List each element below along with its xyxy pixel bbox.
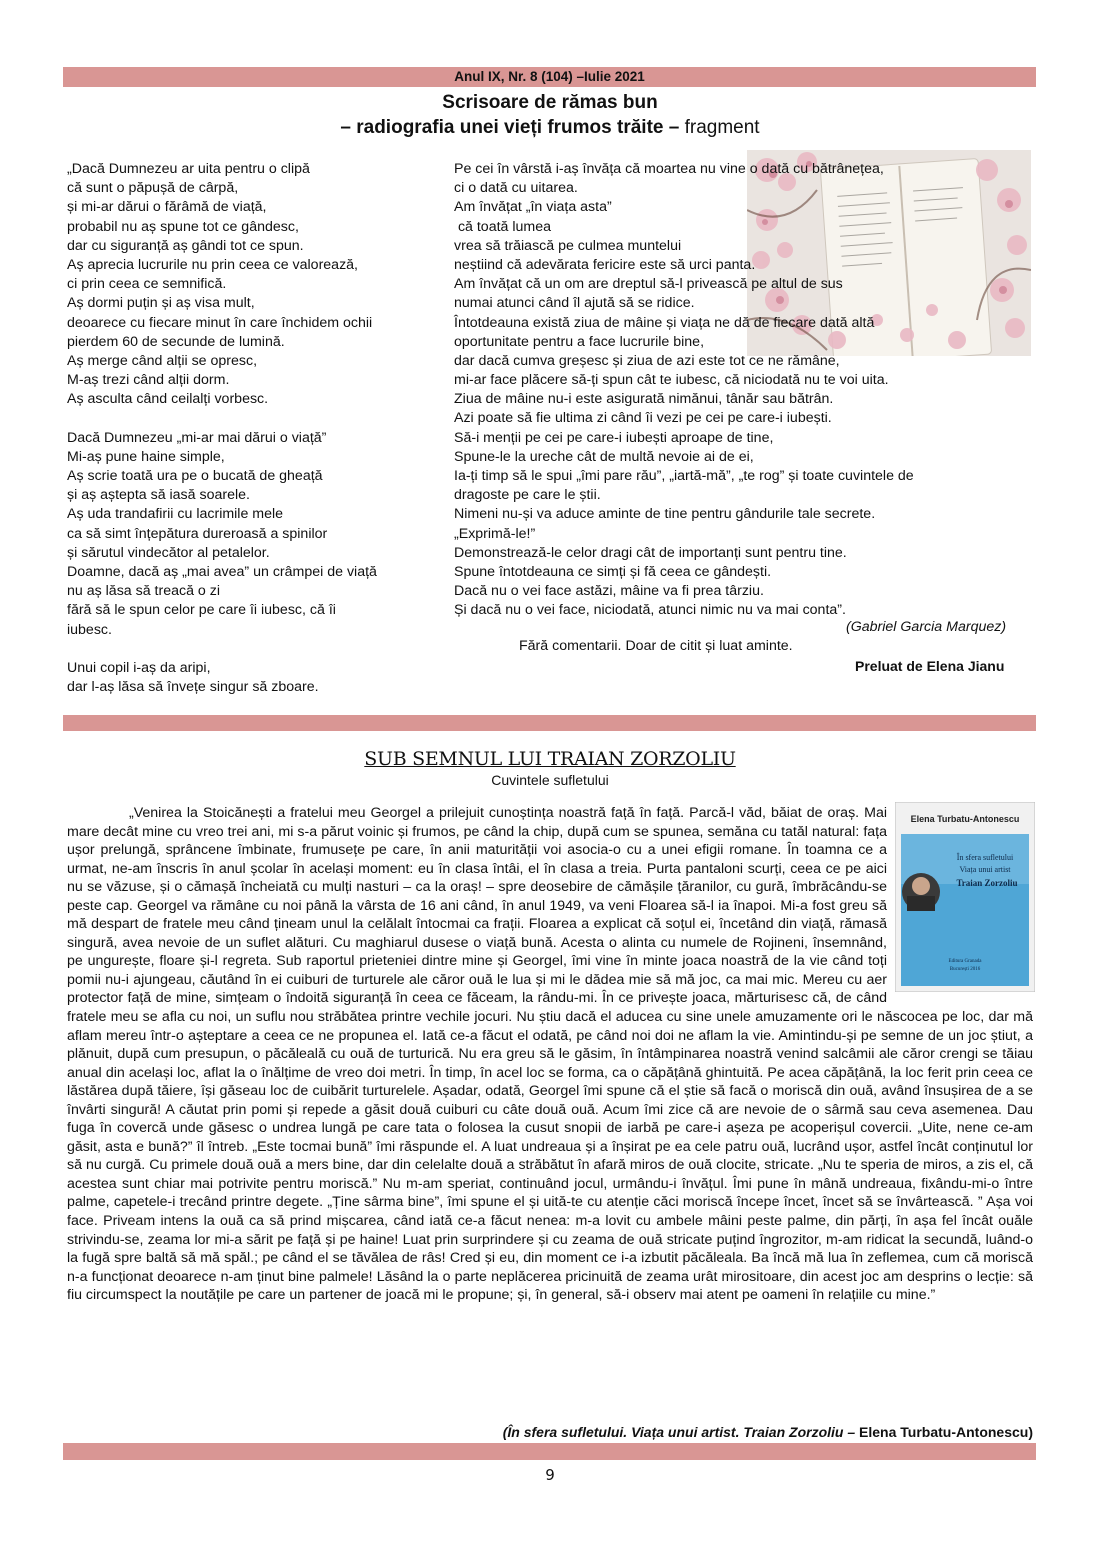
- poem-right-column: [454, 160, 914, 621]
- poem-line: Nimeni nu-și va aduce aminte de tine pentru gândurile tale secrete.: [454, 506, 876, 523]
- poem-line: Pe cei în vârstă i-aș învăța că moartea nu vine o dată cu bătrânețea,: [454, 161, 884, 177]
- poem-line: „Exprimă-le!”: [454, 525, 536, 542]
- poem-line: Am învățat „în viața asta”: [454, 199, 612, 216]
- poem-line: Unui copil i-aș da aripi,: [67, 659, 211, 676]
- section-title: SUB SEMNUL LUI TRAIAN ZORZOLIU: [364, 748, 736, 770]
- poem-line: Întotdeauna există ziua de mâine și viața ne dă de fiecare dată altă: [454, 314, 875, 331]
- poem-line: ci prin ceea ce semnifică.: [67, 276, 227, 293]
- poem-line: ca să simt înțepătura dureroasă a spinilor: [67, 525, 328, 542]
- poem-line: Doamne, dacă aș „mai avea” un crâmpei de viață: [67, 563, 377, 580]
- poem-line: Aș aprecia lucrurile nu prin ceea ce valorează,: [67, 256, 358, 273]
- article-title: Scrisoare de rămas bun: [442, 92, 658, 113]
- poem-line: Și dacă nu o vei face, niciodată, atunci nimic nu va mai conta”.: [454, 602, 846, 619]
- poem-line: neștiind că adevărata fericire este să urci panta.: [454, 256, 756, 273]
- poem-line: Aș scrie toată ura pe o bucată de gheață: [67, 468, 323, 484]
- poem-line: ci o dată cu uitarea.: [454, 180, 578, 197]
- book-cover-line3: Traian Zorzoliu: [956, 878, 1018, 888]
- poem-line: dar l-aș lăsa să învețe singur să zboare.: [67, 679, 319, 696]
- poem-line: Aș uda trandafirii cu lacrimile mele: [67, 506, 284, 523]
- poem-line: și mi-ar dărui o fărâmă de viață,: [67, 199, 267, 216]
- poem-line: „Dacă Dumnezeu ar uita pentru o clipă: [67, 161, 310, 177]
- poem-line: probabil nu aș spune tot ce gândesc,: [67, 218, 299, 235]
- poem-line: Să-i menții pe cei pe care-i iubești aproape de tine,: [454, 429, 774, 446]
- memoir-source-author: Elena Turbatu-Antonescu): [855, 1424, 1033, 1440]
- issue-label: Anul IX, Nr. 8 (104) –Iulie 2021: [454, 69, 645, 84]
- memoir-text: [67, 804, 1033, 1305]
- article-subtitle-bold: – radiografia unei vieți frumos trăite –: [340, 117, 680, 138]
- poem-line: [67, 640, 377, 659]
- poem-line: Dacă Dumnezeu „mi-ar mai dărui o viață”: [67, 429, 327, 446]
- footer-band: [63, 1443, 1036, 1460]
- memoir-body: „Venirea la Stoicănești a fratelui meu Georgel a prilejuit cunoștința noastră față în față. Parcă-l văd, băiat de oraș. Mai mare decât mine cu vreo trei ani, mi s-a părut voinic și frumos, pe când la chip, după cum se spunea, semăna cu tatăl natural: fața ușor prelungă, sprâncene îmbinate, frumusețe pe care, în anii maturității voi asocia-o cu a unei efigii romane. În toamna ce a urmat, ne-am înscris în anul școlar în același moment: eu în clasa întâi, el în clasa a treia. Purta pantaloni scurți, ceea ce pe aici nu se văzuse, și o cămașă încheiată cu mulți nasturi – ca la oraș! – spre deosebire de cămășile țăranilor, cu gură, îmbrăcându-se peste cap. Georgel va rămâne cu noi până la vârsta de 16 ani când, în anul 1949, va veni Floarea să-l ia înapoi. Mi-a fost greu să mă despart de fratele meu când țineam unul la celălalt întocmai ca frații. Floarea a explicat că soțul ei, încetând din viață, rămasă singură, avea nevoie de un suflet alături. Cu maghiarul dusese o viață bună. Acesta o alinta cu numele de Rojineni, însemnând, pe ungurește, floare și-l regreta. Sub raportul prieteniei dintre mine și Georgel, îmi vine în minte joaca noastră de la vie când toți pomii nu-i ajungeau, căutând în ei cuiburi de turturele ale căror ouă le lua și mi le dădea mie să mă joc, ca mai mic. Mereu cu aer protector față de mine, simțeam o îndoită siguranță în ceea ce făceam, la rându-mi. În ce privește joaca, mărturisesc că, de când fratele meu se afla cu noi, un suflu nou străbătea printre vechile jocuri. Nu știu dacă el aducea cu sine unele amuzamente ori le născocea pe loc, dar mă aflam mereu într-o așteptare a ceea ce ne propunea el. Iată ce-a făcut el odată, pe când noi doi ne aflam la vie. Amintindu-și pe semne de un joc știut, a plănuit, după cum presupun, o păcăleală cu ouă de turturică. Nu era greu să le găsim, în întâmpinarea noastră venind salcâmii ale căror crengi se tăiau anual din același loc, aflat la o înălțime de vreo doi metri. În timp, în acel loc se forma, ca o căpățână ghintuită. Pe acea căpățână, la loc ferit prin ceea ce lăstărea după tăiere, își găseau loc de cuibărit turturelele. Așadar, odată, Georgel îmi spune că el știe să facă o moriscă din ouă, având însușirea de a se învârti singură! A căutat prin pomi și repede a găsit două cuiburi cu câte două ouă. Acum îmi zice că are nevoie de o sârmă sau ceva asemenea. Dau fuga în covercă unde găsesc o undrea lungă pe care tata o folosea la cusut snopii de iarbă pe care-i așeza pe acoperișul covercii. „Uite, nene ce-am găsit, asta e bună?” îl întreb. „Este tocmai bună” îmi răspunde el. A luat undreaua și a înșirat pe ea cele patru ouă, lucrând ușor, astfel încât conținutul lor să nu curgă. Cu primele două ouă a mers bine, dar din celelalte două a străbătut în afară miros de ouă clocite, stricate. „Nu te speria de miros, a zis el, că acestea sunt chiar mai potrivite pentru moriscă.” Nu m-am speriat, continuând jocul, urmându-i învățul. Îmi pune în mână undreaua, fixându-mi-o între palme, capetele-i trecând printre degete. „Ține sârma bine”, îmi spune el și uită-te cu atenție căci moriscă începe încet, încet să se învârtească. ” Așa voi face. Priveam intens la ouă ca să prind mișcarea, când iată ce-a făcut nenea: m-a lovit cu ambele mâini peste palme, din părți, în așa fel încât ouăle strivindu-se, zeama lor mi-a sărit pe față și pe haine! Luat prin surprindere și cu zeama de ouă stricate puțind îngrozitor, m-am ridicat la secundă, luând-o la fugă spre baltă să mă spăl.; pe când el se tăvălea de râs! Cred și eu, din moment ce i-a izbutit păcăleala. Ba încă mă lua în zeflemea, cum că moriscă n-a funcționat deoarece n-am ținut bine palmele! Lăsând la o parte neplăcerea pricinuită de zeama urât mirositoare, din acest joc am desprins o lecție: să fiu circumspect la noutățile pe care un partener de joacă mi le propune; și, în general, să-i observ mai atent pe oameni în relațiile cu mine.”: [67, 805, 1033, 1304]
- section-divider-band: [63, 715, 1036, 731]
- poem-left-column: [67, 160, 377, 697]
- book-cover-author: Elena Turbatu-Antonescu: [910, 814, 1020, 824]
- poem-line: Aș asculta când ceilalți vorbesc.: [67, 391, 269, 408]
- poem-line: Aș dormi puțin și aș visa mult,: [67, 295, 255, 312]
- book-cover-image: [895, 802, 1035, 992]
- poem-line: deoarece cu fiecare minut în care închidem ochii: [67, 314, 373, 331]
- poem-line: și sărutul vindecător al petalelor.: [67, 544, 270, 561]
- poem-line: Demonstrează-le celor dragi cât de importanți sunt pentru tine.: [454, 544, 847, 561]
- poem-line: Dacă nu o vei face astăzi, mâine va fi prea târziu.: [454, 583, 764, 600]
- book-cover-line1: În sfera sufletului: [956, 853, 1014, 862]
- poem-line: dragoste pe care le știi.: [454, 487, 601, 504]
- book-cover: [895, 802, 1035, 992]
- poem-line: și aș aștepta să iasă soarele.: [67, 487, 250, 504]
- poem-line: dar dacă cumva greșesc și ziua de azi este tot ce ne rămâne,: [454, 352, 840, 369]
- poem-line: Spune întotdeauna ce simți și fă ceea ce gândești.: [454, 563, 772, 580]
- memoir-source: [0, 1424, 1033, 1440]
- poem-line: nu aș lăsa să treacă o zi: [67, 583, 220, 600]
- article-subtitle: [0, 116, 1100, 139]
- article-subtitle-rest: fragment: [679, 117, 760, 138]
- poem-line: mi-ar face plăcere să-ți spun cât te iubesc, că niciodată nu te voi uita.: [454, 372, 889, 389]
- poem-line: Spune-le la ureche cât de multă nevoie ai de ei,: [454, 448, 754, 465]
- book-cover-place-year: București 2016: [949, 967, 981, 972]
- poem-line: [67, 409, 377, 428]
- poem-line: Am învățat că un om are dreptul să-l privească pe altul de sus: [454, 276, 843, 293]
- poem-line: fără să le spun celor pe care îi iubesc, că îi: [67, 602, 336, 619]
- poem-line: vrea să trăiască pe culmea muntelui: [454, 237, 682, 254]
- section-subtitle: Cuvintele sufletului: [491, 772, 609, 788]
- book-cover-line2: Viața unui artist: [959, 865, 1011, 874]
- page-number: 9: [545, 1466, 555, 1484]
- poem-line: Mi-aș pune haine simple,: [67, 448, 225, 465]
- poem-line: M-aș trezi când alții dorm.: [67, 372, 230, 389]
- poem-line: Ziua de mâine nu-i este asigurată nimănui, tânăr sau bătrân.: [454, 391, 834, 408]
- poem-line: Ia-ți timp să le spui „îmi pare rău”, „iartă-mă”, „te rog” și toate cuvintele de: [454, 468, 914, 484]
- book-cover-publisher: Editura Granada: [948, 959, 982, 964]
- poem-line: că sunt o păpușă de cârpă,: [67, 180, 239, 197]
- poem-author: (Gabriel Garcia Marquez): [846, 619, 1007, 635]
- issue-header: [63, 67, 1036, 87]
- article-credit: Preluat de Elena Jianu: [855, 658, 1005, 674]
- poem-line: iubesc.: [67, 621, 112, 638]
- poem-line: dar cu siguranță aș gândi tot ce spun.: [67, 237, 304, 254]
- poem-line: oportunitate pentru a face lucrurile bine,: [454, 333, 705, 350]
- poem-line: Aș merge când alții se opresc,: [67, 352, 258, 369]
- memoir-source-italic: (În sfera sufletului. Viața unui artist. Traian Zorzoliu –: [502, 1424, 856, 1440]
- poem-line: că toată lumea: [454, 218, 552, 235]
- poem-line: numai atunci când îl ajută să se ridice.: [454, 295, 695, 312]
- poem-line: pierdem 60 de secunde de lumină.: [67, 333, 285, 350]
- poem-line: Azi poate să fie ultima zi când îi vezi pe cei pe care-i iubești.: [454, 410, 832, 427]
- editor-note: Fără comentarii. Doar de citit și luat aminte.: [519, 638, 793, 654]
